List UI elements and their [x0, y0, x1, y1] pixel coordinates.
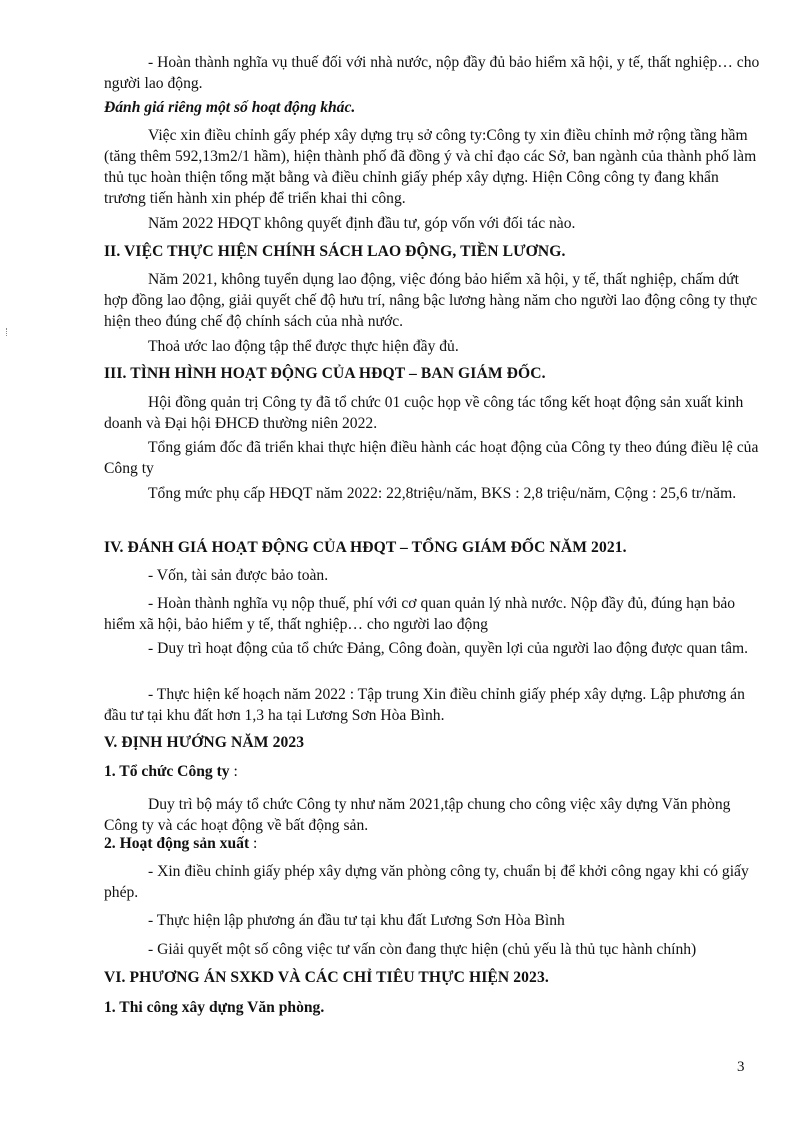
section-heading-ii: II. VIỆC THỰC HIỆN CHÍNH SÁCH LAO ĐỘNG, TIỀN LƯƠNG. — [104, 243, 566, 260]
paragraph-tax-obligation: - Hoàn thành nghĩa vụ thuế đối với nhà nước, nộp đầy đủ bảo hiểm xã hội, y tế, thất nghiệp… cho người lao động. — [104, 54, 760, 92]
paragraph-adjust-permit: - Xin điều chỉnh giấy phép xây dựng văn phòng công ty, chuẩn bị để khởi công ngay khi có giấy phép. — [104, 863, 749, 901]
paragraph-investment-plan: - Thực hiện lập phương án đầu tư tại khu đất Lương Sơn Hòa Bình — [148, 912, 565, 929]
subheading-office-construction: 1. Thi công xây dựng Văn phòng. — [104, 999, 325, 1016]
paragraph-capital-preserved: - Vốn, tài sản được bảo toàn. — [148, 567, 329, 584]
subheading-production-colon: : — [249, 835, 258, 852]
paragraph-board-meeting: Hội đồng quản trị Công ty đã tổ chức 01 cuộc họp về công tác tổng kết hoạt động sản xuất kinh doanh và Đại hội ĐHCĐ thường niên 2022. — [104, 394, 744, 432]
paragraph-labor-policy: Năm 2021, không tuyển dụng lao động, việc đóng bảo hiểm xã hội, y tế, thất nghiệp, chấm dứt hợp đồng lao động, giải quyết chế độ hưu trí, nâng bậc lương hàng năm cho người lao động công ty thực hiện theo đúng chế độ chính sách của nhà nước. — [104, 271, 758, 330]
scan-margin-mark — [6, 328, 10, 336]
paragraph-consulting-work: - Giải quyết một số công việc tư vấn còn đang thực hiện (chủ yếu là thủ tục hành chính) — [148, 941, 697, 958]
subheading-organization-colon: : — [229, 763, 238, 780]
section-heading-v: V. ĐỊNH HƯỚNG NĂM 2023 — [104, 734, 305, 751]
paragraph-building-permit: Việc xin điều chỉnh gấy phép xây dựng trụ sở công ty:Công ty xin điều chỉnh mở rộng tầng hầm (tăng thêm 592,13m2/1 hầm), hiện thành phố đã đồng ý và chỉ đạo các Sở, ban ngành của thành phố làm thủ tục hoàn thiện tổng mặt bằng và điều chỉnh giấy phép xây dựng. Hiện Công công ty đang khẩn trương tiến hành xin phép để triển khai thi công. — [104, 127, 757, 207]
paragraph-party-union: - Duy trì hoạt động của tổ chức Đảng, Công đoàn, quyền lợi của người lao động được quan tâm. — [148, 640, 749, 657]
subheading-organization — [104, 761, 760, 782]
paragraph-maintain-structure: Duy trì bộ máy tổ chức Công ty như năm 2021,tập chung cho công việc xây dựng Văn phòng Công ty và các hoạt động về bất động sản. — [104, 796, 731, 834]
paragraph-allowance: Tổng mức phụ cấp HĐQT năm 2022: 22,8triệu/năm, BKS : 2,8 triệu/năm, Cộng : 25,6 tr/năm. — [148, 485, 737, 502]
page-number: 3 — [737, 1059, 745, 1075]
section-heading-iv: IV. ĐÁNH GIÁ HOẠT ĐỘNG CỦA HĐQT – TỔNG GIÁM ĐỐC NĂM 2021. — [104, 539, 627, 556]
section-heading-vi: VI. PHƯƠNG ÁN SXKD VÀ CÁC CHỈ TIÊU THỰC HIỆN 2023. — [104, 969, 549, 986]
subheading-production — [104, 833, 760, 854]
subheading-organization-label: 1. Tổ chức Công ty — [104, 763, 230, 780]
heading-other-activities: Đánh giá riêng một số hoạt động khác. — [104, 99, 356, 116]
paragraph-plan-2022: - Thực hiện kế hoạch năm 2022 : Tập trung Xin điều chỉnh giấy phép xây dựng. Lập phương án đầu tư tại khu đất hơn 1,3 ha tại Lương Sơn Hòa Bình. — [104, 686, 745, 724]
paragraph-labor-agreement: Thoả ước lao động tập thể được thực hiện đầy đủ. — [148, 338, 459, 355]
paragraph-tax-fees: - Hoàn thành nghĩa vụ nộp thuế, phí với cơ quan quản lý nhà nước. Nộp đầy đủ, đúng hạn bảo hiểm xã hội, bảo hiểm y tế, thất nghiệp… cho người lao động — [104, 595, 736, 633]
section-heading-iii: III. TÌNH HÌNH HOẠT ĐỘNG CỦA HĐQT – BAN GIÁM ĐỐC. — [104, 365, 546, 382]
paragraph-no-investment: Năm 2022 HĐQT không quyết định đầu tư, góp vốn với đối tác nào. — [148, 215, 576, 232]
paragraph-director-execution: Tổng giám đốc đã triển khai thực hiện điều hành các hoạt động của Công ty theo đúng điều lệ của Công ty — [104, 439, 759, 477]
subheading-production-label: 2. Hoạt động sản xuất — [104, 835, 250, 852]
